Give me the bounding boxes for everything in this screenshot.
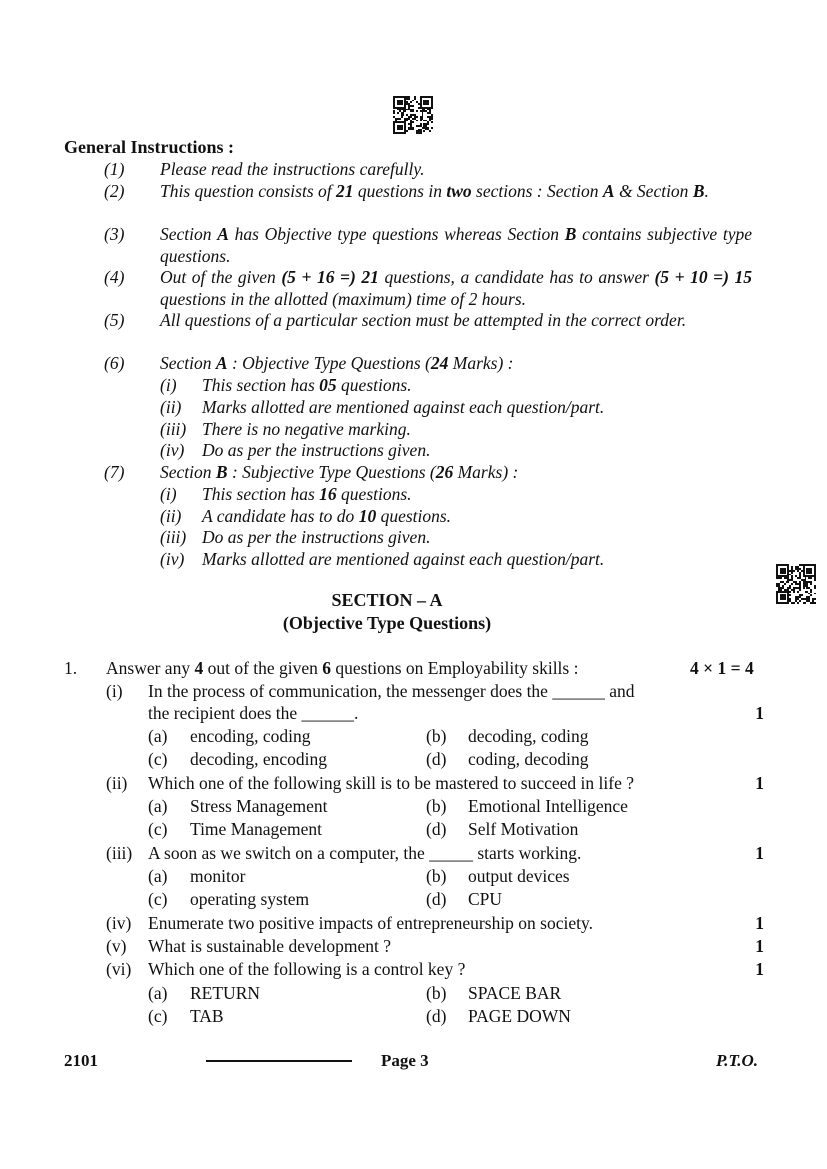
part-mark: 1 xyxy=(755,703,764,723)
instruction-item: (5) All questions of a particular section must be attempted in the correct order. xyxy=(104,310,687,330)
part-number: (i) xyxy=(106,681,123,701)
section-title: SECTION – A xyxy=(331,590,443,610)
part-mark: 1 xyxy=(755,843,764,863)
instruction-item: (2) This question consists of 21 questions in two sections : Section A & Section B. xyxy=(104,181,709,201)
instruction-item: (1) Please read the instructions carefully. xyxy=(104,159,425,179)
part-mark: 1 xyxy=(755,936,764,956)
part-text: Enumerate two positive impacts of entrepreneurship on society. xyxy=(148,913,593,933)
part-text: the recipient does the ______. xyxy=(148,703,359,723)
part-text: In the process of communication, the messenger does the ______ and xyxy=(148,681,635,701)
part-text: What is sustainable development ? xyxy=(148,936,391,956)
part-text: Which one of the following skill is to be mastered to succeed in life ? xyxy=(148,773,634,793)
question-stem: Answer any 4 out of the given 6 questions on Employability skills : xyxy=(106,658,579,678)
part-mark: 1 xyxy=(755,913,764,933)
instruction-item: (6) Section A : Objective Type Questions (24 Marks) : xyxy=(104,353,514,373)
qr-code-icon xyxy=(776,564,816,604)
part-number: (iii) xyxy=(106,843,133,863)
paper-code: 2101 xyxy=(64,1051,98,1070)
part-mark: 1 xyxy=(755,773,764,793)
footer-divider xyxy=(206,1060,352,1062)
part-number: (v) xyxy=(106,936,127,956)
part-number: (iv) xyxy=(106,913,132,933)
qr-code-icon xyxy=(393,96,433,134)
part-number: (vi) xyxy=(106,959,132,979)
instruction-item: (7) Section B : Subjective Type Questions (26 Marks) : xyxy=(104,462,519,482)
section-subtitle: (Objective Type Questions) xyxy=(282,613,492,633)
part-number: (ii) xyxy=(106,773,128,793)
page-number: Page 3 xyxy=(381,1051,429,1070)
question-marks: 4 × 1 = 4 xyxy=(690,658,754,678)
part-text: Which one of the following is a control key ? xyxy=(148,959,466,979)
instruction-item: (3) Section A has Objective type questions whereas Section B contains subjective type questions. xyxy=(104,224,752,266)
general-instructions-title: General Instructions : xyxy=(64,137,234,157)
part-mark: 1 xyxy=(755,959,764,979)
question-number: 1. xyxy=(64,658,78,678)
instruction-item: (4) Out of the given (5 + 16 =) 21 questions, a candidate has to answer (5 + 10 =) 15 questions in the allotted (maximum) time of 2 hours. xyxy=(104,267,752,309)
part-text: A soon as we switch on a computer, the _____ starts working. xyxy=(148,843,582,863)
pto-label: P.T.O. xyxy=(716,1051,759,1070)
